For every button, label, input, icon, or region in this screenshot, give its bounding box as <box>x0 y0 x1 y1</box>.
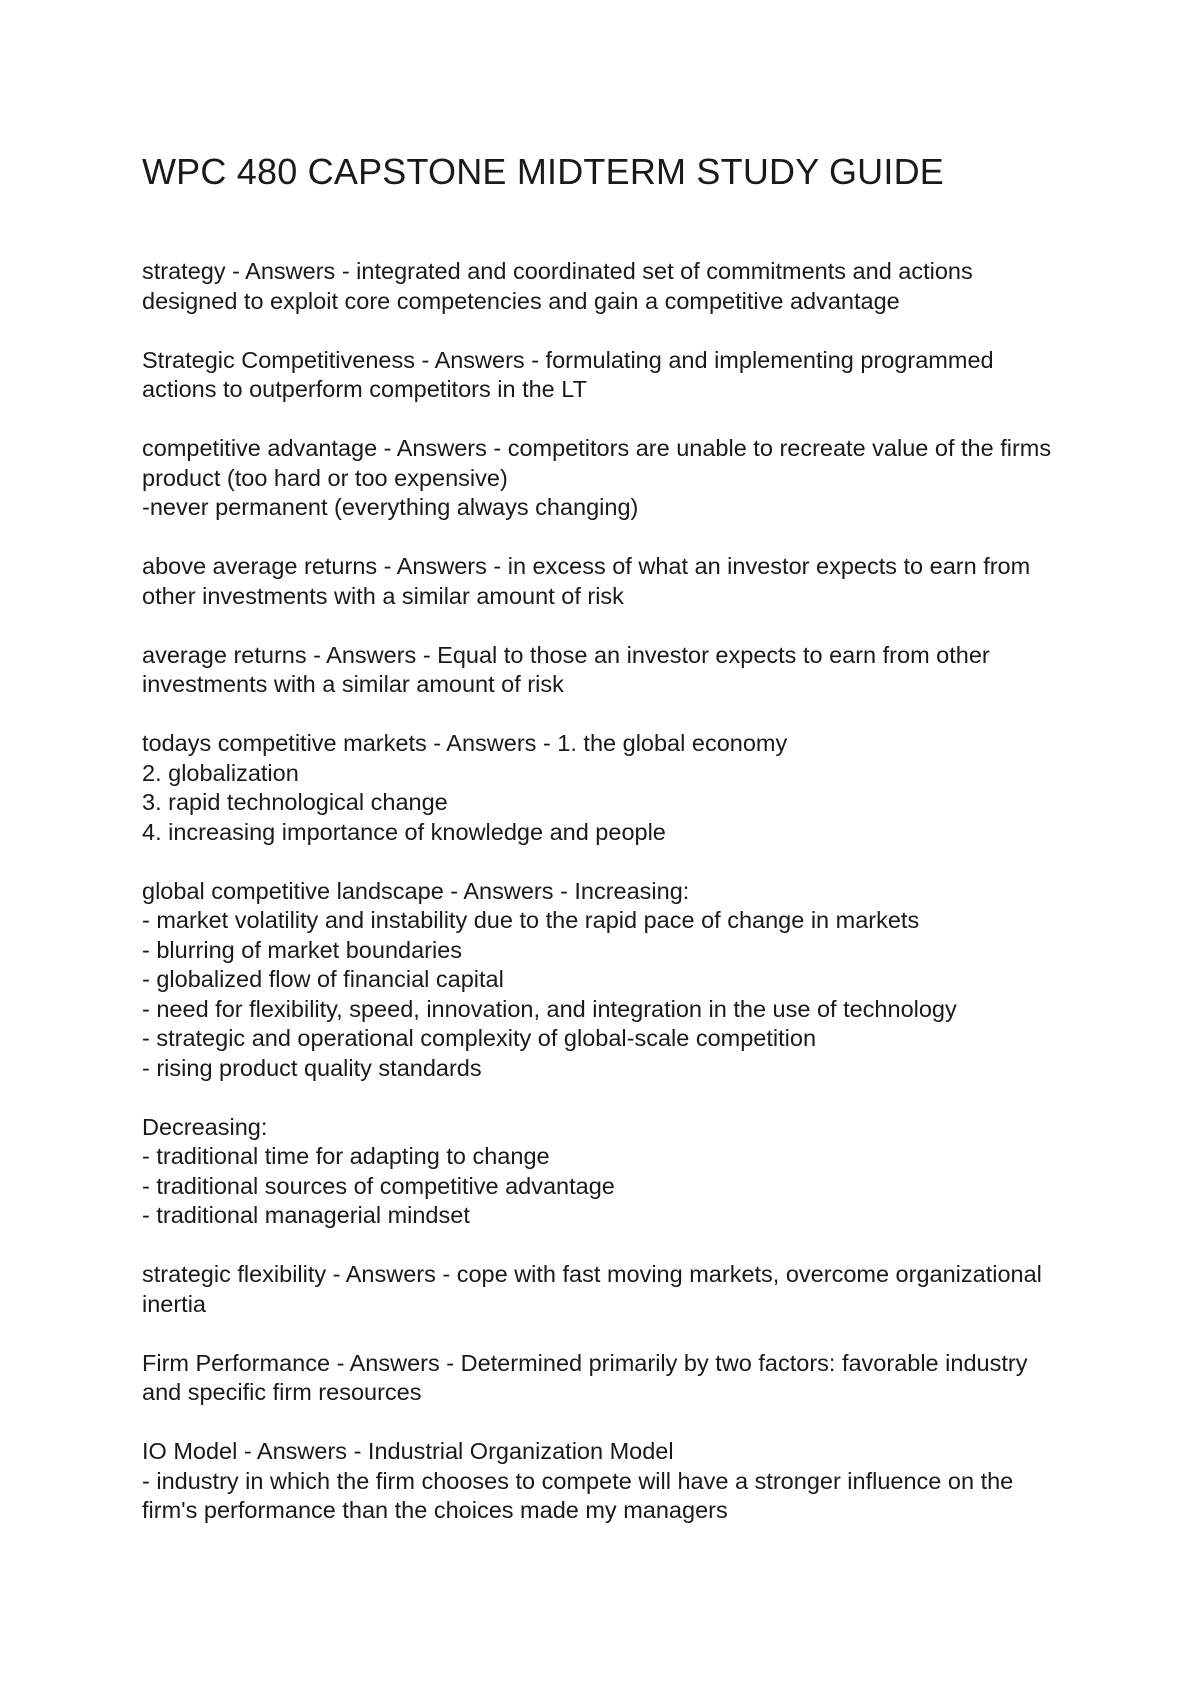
study-entry <box>142 1349 1072 1408</box>
study-entry <box>142 729 1072 847</box>
study-entry <box>142 434 1072 523</box>
entry-text <box>142 1437 1072 1526</box>
study-entry <box>142 1113 1072 1231</box>
entry-line: - globalized flow of financial capital <box>142 966 504 992</box>
study-entry <box>142 346 1072 405</box>
entry-line: -never permanent (everything always changing) <box>142 494 639 520</box>
entry-list <box>142 257 1072 1526</box>
entry-line: average returns - Answers - Equal to those an investor expects to earn from other investments with a similar amount of risk <box>142 641 997 697</box>
study-entry <box>142 1437 1072 1526</box>
entry-line: above average returns - Answers - in excess of what an investor expects to earn from other investments with a similar amount of risk <box>142 553 1037 609</box>
entry-line: - traditional sources of competitive advantage <box>142 1172 615 1199</box>
entry-line: strategy - Answers - integrated and coordinated set of commitments and actions designed to exploit core competencies and gain a competitive advantage <box>142 258 980 314</box>
entry-line: IO Model - Answers - Industrial Organization Model <box>142 1438 674 1464</box>
document-title: WPC 480 CAPSTONE MIDTERM STUDY GUIDE <box>142 151 944 192</box>
entry-line: Firm Performance - Answers - Determined primarily by two factors: favorable industry and specific firm resources <box>142 1349 1034 1405</box>
entry-text <box>142 1260 1072 1319</box>
entry-line: 2. globalization <box>142 759 299 786</box>
entry-line: - rising product quality standards <box>142 1054 482 1081</box>
entry-text <box>142 1349 1072 1408</box>
entry-text <box>142 729 1072 847</box>
study-entry <box>142 877 1072 1084</box>
entry-line: - traditional time for adapting to change <box>142 1143 550 1169</box>
entry-text <box>142 1113 1072 1231</box>
entry-text <box>142 552 1072 611</box>
entry-line: global competitive landscape - Answers - Increasing: <box>142 877 690 904</box>
entry-line: - blurring of market boundaries <box>142 936 463 963</box>
entry-text <box>142 257 1072 316</box>
entry-line: strategic flexibility - Answers - cope with fast moving markets, overcome organizational inertia <box>142 1261 1049 1317</box>
entry-line: - need for flexibility, speed, innovation, and integration in the use of technology <box>142 995 957 1022</box>
entry-text <box>142 434 1072 523</box>
entry-line: - industry in which the firm chooses to compete will have a stronger influence on the firm's performance than the choices made my managers <box>142 1467 1020 1523</box>
entry-line: - strategic and operational complexity of global-scale competition <box>142 1025 817 1051</box>
entry-line: - market volatility and instability due to the rapid pace of change in markets <box>142 907 920 933</box>
entry-text <box>142 641 1072 700</box>
document-page <box>142 150 1072 1555</box>
entry-line: Strategic Competitiveness - Answers - formulating and implementing programmed actions to outperform competitors in the LT <box>142 346 1001 402</box>
study-entry <box>142 1260 1072 1319</box>
entry-line: - traditional managerial mindset <box>142 1202 470 1228</box>
entry-text <box>142 877 1072 1084</box>
entry-line: 3. rapid technological change <box>142 789 448 815</box>
entry-line: Decreasing: <box>142 1113 268 1140</box>
entry-line: 4. increasing importance of knowledge and people <box>142 818 666 845</box>
study-entry <box>142 641 1072 700</box>
entry-line: todays competitive markets - Answers - 1. the global economy <box>142 730 788 756</box>
study-entry <box>142 257 1072 316</box>
study-entry <box>142 552 1072 611</box>
entry-text <box>142 346 1072 405</box>
entry-line: competitive advantage - Answers - competitors are unable to recreate value of the firms product (too hard or too expensive) <box>142 435 1058 491</box>
